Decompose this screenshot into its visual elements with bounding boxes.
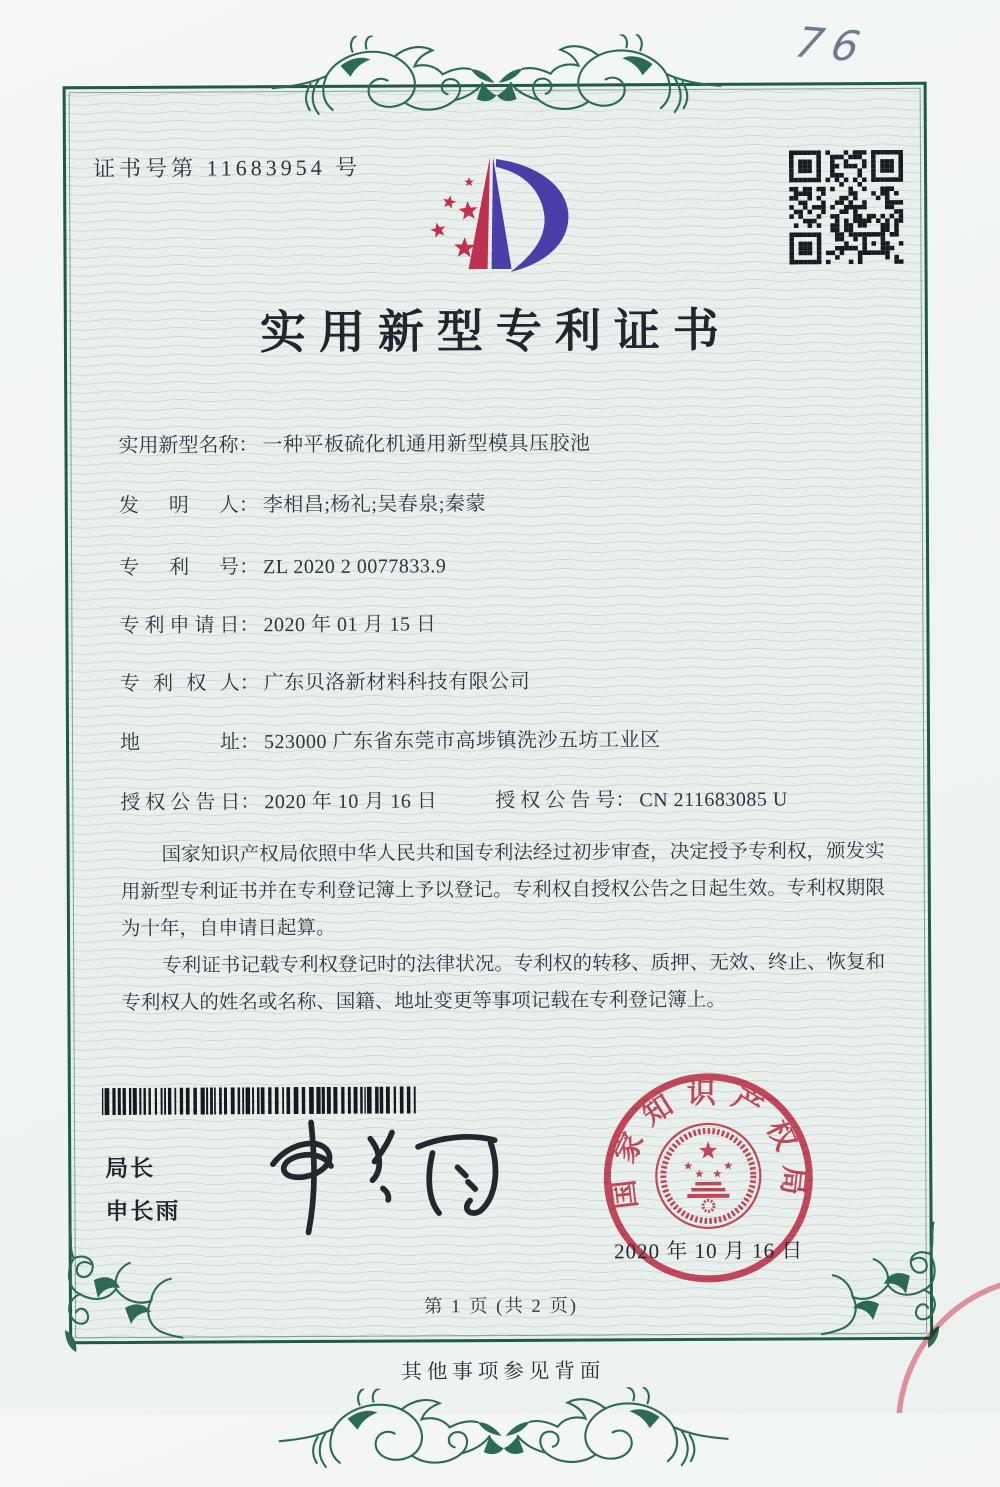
field-value: 李相昌;杨礼;吴春泉;秦蒙 (262, 493, 487, 517)
signature-autograph (254, 1115, 535, 1241)
field-colon: ： (240, 791, 261, 814)
grant-date-pair (120, 784, 490, 815)
field-label: 专利权人 (119, 672, 240, 695)
field-value: 523000 广东省东莞市高埗镇洗沙五坊工业区 (263, 729, 661, 754)
autograph-stroke (466, 1142, 495, 1213)
field-colon: ： (238, 494, 259, 517)
cnipa-logo-icon (398, 145, 579, 294)
autograph-stroke (458, 1167, 466, 1175)
certificate-number: 证书号第 11683954 号 (92, 154, 362, 182)
field-label: 地址 (119, 731, 241, 754)
field-row-filing-date (119, 607, 436, 638)
grant-no-pair (495, 782, 788, 813)
field-label: 授权公告号 (495, 789, 616, 813)
autograph-stroke (383, 1188, 389, 1199)
commissioner-role-label: 局长 (105, 1154, 156, 1182)
field-row-name (118, 427, 590, 458)
legal-paragraph: 国家知识产权局依照中华人民共和国专利法经过初步审查，决定授予专利权，颁发实用新型专利证书并在专利登记簿上予以登记。专利权自授权公告之日起生效。专利权期限为十年，自申请日起算。 (120, 840, 885, 940)
commissioner-name: 申长雨 (105, 1197, 181, 1225)
field-row-address (120, 723, 661, 755)
seal-date: 2020 年 10 月 16 日 (614, 1238, 804, 1264)
legal-text (121, 833, 886, 1022)
partial-red-stamp-arc (863, 1247, 1000, 1413)
autograph-stroke (429, 1153, 439, 1213)
field-row-grant (120, 782, 788, 814)
back-note: 其他事项参见背面 (401, 1360, 606, 1384)
field-colon: ： (239, 731, 261, 754)
seal-national-emblem-icon (656, 1124, 761, 1229)
handwritten-number: 76 (791, 17, 874, 72)
seal-ring-text: 国家知识产权局 (606, 1077, 810, 1211)
field-colon: ： (615, 789, 636, 812)
bottom-scroll-ornament (273, 1387, 733, 1485)
field-label: 发明人 (118, 494, 239, 517)
field-value: 2020 年 01 月 15 日 (263, 613, 437, 637)
logo-stars (430, 177, 478, 257)
field-value: CN 211683085 U (639, 788, 788, 812)
bottom-left-corner-flourish (63, 1226, 184, 1359)
field-label: 专利号 (119, 556, 240, 579)
field-colon: ： (239, 614, 260, 637)
field-label: 实用新型名称 (118, 434, 239, 457)
field-colon: ： (238, 434, 259, 457)
page-number: 第 1 页 (共 2 页) (423, 1296, 579, 1318)
field-value: 广东贝洛新材料科技有限公司 (263, 670, 531, 695)
autograph-stroke (418, 1137, 495, 1147)
certificate-border (63, 82, 934, 1345)
officials-block (105, 1147, 180, 1233)
top-scroll-ornament (266, 34, 726, 132)
field-label: 授权公告日 (120, 791, 241, 814)
field-label: 专利申请日 (119, 614, 240, 637)
field-row-inventors (119, 487, 486, 518)
legal-paragraph: 专利证书记载专利权登记时的法律状况。专利权的转移、质押、无效、终止、恢复和专利权人的姓名或名称、国籍、地址变更等事项记载在专利登记簿上。 (121, 951, 886, 1014)
field-row-patentee (120, 665, 531, 696)
field-colon: ： (239, 672, 260, 695)
qr-code (789, 150, 904, 265)
autograph-stroke (468, 1182, 475, 1189)
field-value: 一种平板硫化机通用新型模具压胶池 (262, 432, 591, 457)
field-row-patent-no (119, 549, 446, 580)
certificate-title: 实用新型专利证书 (259, 304, 733, 359)
field-value: 2020 年 10 月 16 日 (264, 790, 438, 814)
barcode (102, 1086, 424, 1115)
logo-triangle-blue (491, 157, 512, 269)
autograph-stroke (273, 1143, 331, 1177)
field-value: ZL 2020 2 0077833.9 (263, 555, 447, 579)
field-colon: ： (239, 556, 260, 579)
